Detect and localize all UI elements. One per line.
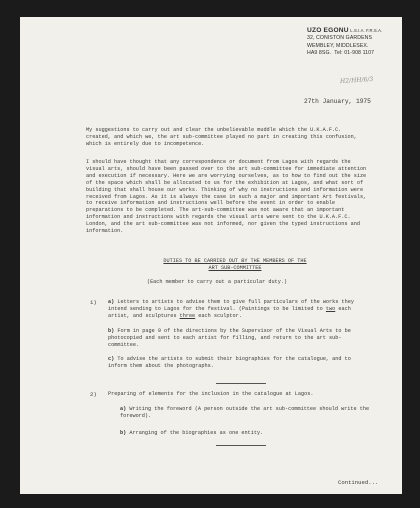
section-1-item-b: b) Form in page 9 of the directions by the Supervisor of the Visual Arts to be photocopied and sent to each artist for filling, and return to the art sub-committee. — [108, 328, 351, 348]
address-line-1: 32, CONISTON GARDENS — [307, 35, 373, 42]
section-2-intro: Preparing of elements for the inclusion in the catalogue at Lagos. — [108, 391, 314, 397]
address-line-2: WEMBLEY, MIDDLESEX. — [307, 42, 369, 49]
separator-2 — [216, 445, 266, 446]
sender-name: UZO EGONU — [307, 27, 349, 34]
letter-date: 27th January, 1975 — [304, 98, 371, 105]
duties-note: (Each member to carry out a particular duty.) — [146, 279, 288, 285]
section-1-number: 1) — [90, 299, 97, 306]
letterhead — [307, 27, 382, 58]
duties-heading: DUTIES TO BE CARRIED OUT BY THE MEMBERS OF THE ART SUB-COMMITTEE — [163, 258, 307, 271]
pencil-reference: H2/HH/6/3 — [339, 75, 374, 86]
telephone: 01-908 1107 — [344, 50, 375, 57]
letter-page — [20, 17, 402, 494]
continued-note: Continued... — [338, 479, 379, 486]
section-1-item-a: a) Letters to artists to advise them to give full particulars of the works they intend sending to Lagos for the festival. (Paintings to be limited to two each artist, and sculptures three each sculptor. — [108, 299, 354, 319]
paragraph-body: I should have thought that any correspondence or document from Lagos with regards the visual arts, should have been passed over to the art sub-committee for immediate attention and execution if necessary. Here we are worrying ourselves, as to how to find out the size of the space which shall be allocated to us for the exhibition at Lagos, and what sort of building that shall house our works. Thinking of why no instructions and information were received from Lagos. As it is always the case in such a major and important Art festivals, to receive information and instructions well before the event in order to enable preparations to be completed. The art-sub-committee was not aware that an important information and instructions with regards the visual arts were sent to the U.K.A.F.C. London, and the art sub-committee was not informed, nor given the typed instructions and information. — [86, 159, 367, 235]
paragraph-intro: My suggestions to carry out and clear the unbelievable muddle which the U.K.A.F.C. created, and which we, the art sub-committee played no part in creating this confusion, which is entirely due to incompetence. — [86, 127, 357, 147]
tel-label: Tel: — [334, 50, 343, 57]
section-1-item-c: c) To advise the artists to submit their biographies for the catalogue, and to inform them about the photographs. — [108, 356, 351, 369]
section-2-number: 2) — [90, 391, 97, 398]
sender-qualifications: L.S.I.A. F.R.S.A. — [350, 28, 383, 33]
section-2-item-a: a) Writing the foreword (A person outside the art sub-committee should write the foreword). — [120, 406, 370, 419]
separator-1 — [216, 383, 266, 384]
section-2-item-b: b) Arranging of the biographies as one entity. — [120, 430, 264, 436]
postcode: HA9 8SG. — [307, 50, 332, 57]
